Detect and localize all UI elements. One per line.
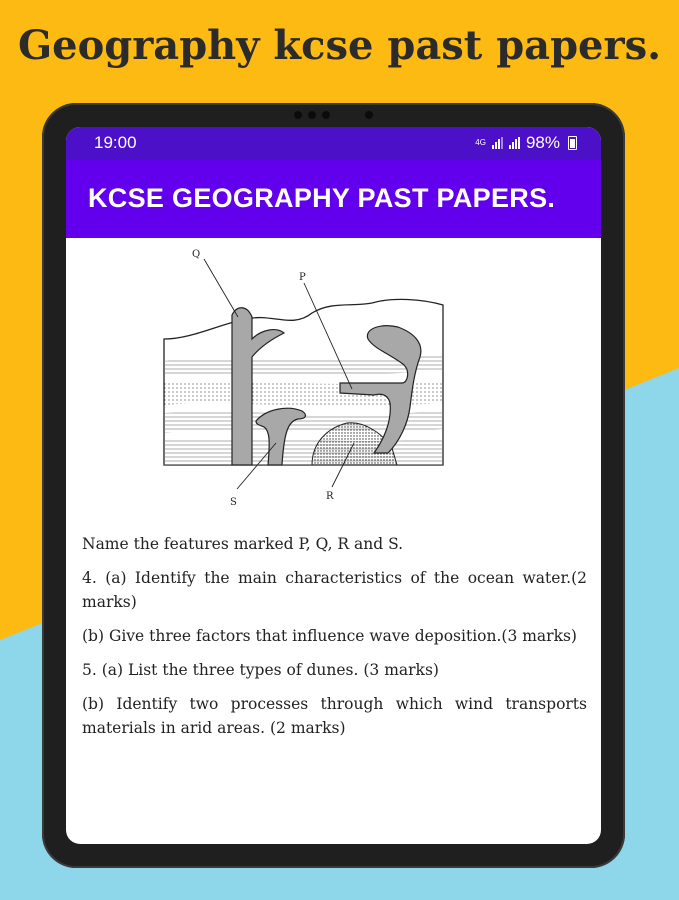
status-time: 19:00 [94,133,137,152]
karst-diagram [152,243,452,513]
camera-dot-icon [322,111,330,119]
leader-line [204,259,238,317]
signal-icon [492,137,503,149]
question-line: (b) Give three factors that influence wave deposition.(3 marks) [82,627,577,645]
label-r: R [326,491,334,502]
battery-icon [568,136,577,150]
status-bar [66,127,601,159]
signal-icon [509,137,520,149]
status-icons [475,133,577,153]
question-line: 4. (a) Identify the main characteristics of the ocean water.(2 marks) [82,569,587,611]
camera-dot-icon [294,111,302,119]
label-s: S [230,497,237,508]
question-line: Name the features marked P, Q, R and S. [82,535,404,553]
app-title: KCSE GEOGRAPHY PAST PAPERS. [88,183,556,213]
camera-dot-icon [308,111,316,119]
question-line: 5. (a) List the three types of dunes. (3 marks) [82,661,439,679]
question-line: (b) Identify two processes through which wind transports materials in arid areas. (2 marks) [82,695,587,737]
questions-text [82,532,587,750]
label-p: P [299,272,306,283]
battery-percent: 98% [525,133,560,152]
app-bar [66,159,601,238]
camera-dot-icon [365,111,373,119]
device-screen [66,127,601,844]
label-q: Q [192,249,201,260]
promo-headline: Geography kcse past papers. [17,22,662,69]
network-type-label: 4G [475,138,486,147]
strata-bottom [164,438,443,465]
